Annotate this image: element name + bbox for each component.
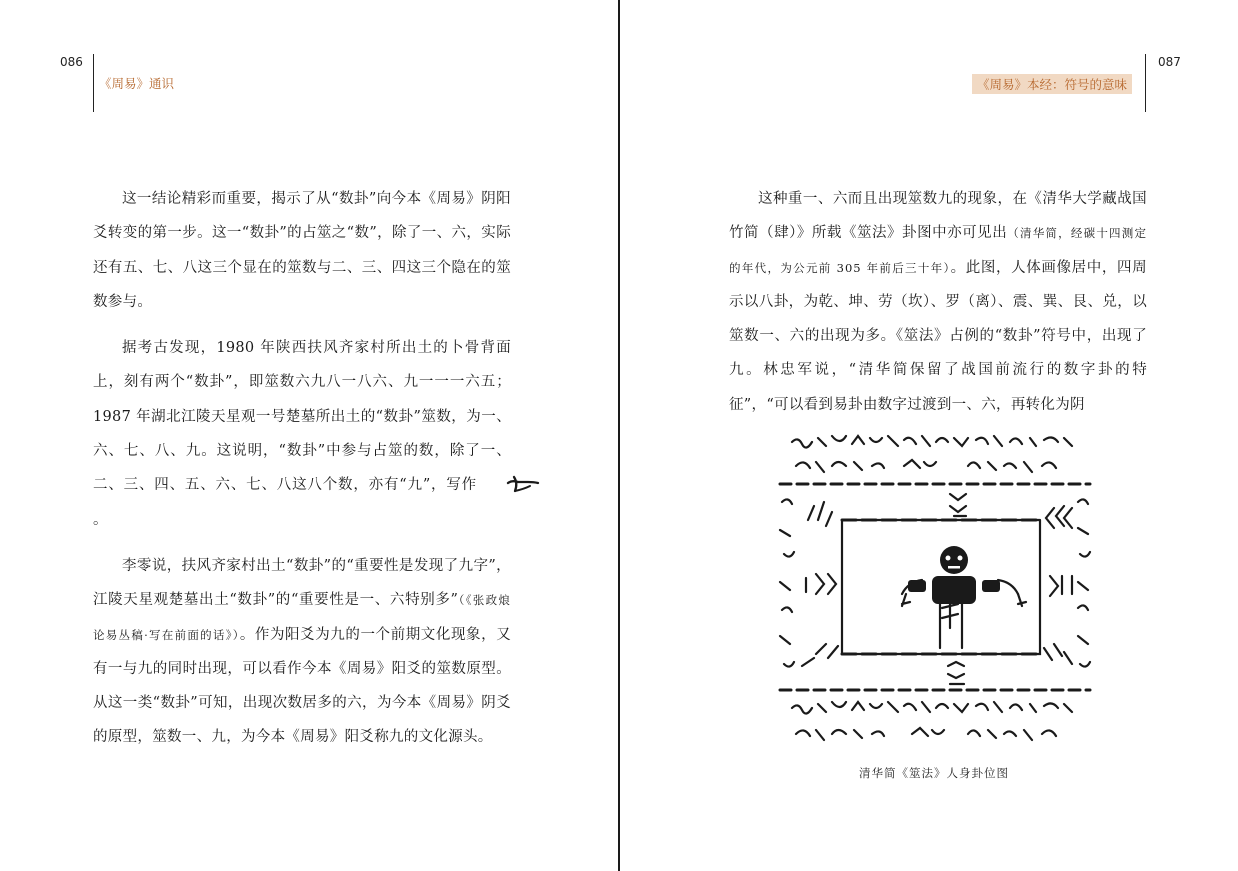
right-page [620, 0, 1238, 871]
body-diagram-image [772, 432, 1102, 754]
header-rule [93, 54, 94, 112]
page-number: 087 [1158, 55, 1181, 69]
paragraph-text: 这一结论精彩而重要，揭示了从“数卦”向今本《周易》阴阳爻转变的第一步。这一“数卦”的占筮之“数”，除了一、六，实际还有五、七、八这三个显在的筮数与二、三、四这三个隐在的筮数参与。 [93, 191, 511, 310]
paragraph [93, 182, 511, 319]
paragraph [729, 182, 1147, 422]
ancient-nine-glyph [477, 473, 511, 493]
body-text [93, 182, 511, 755]
paragraph-text: 据考古发现，1980 年陕西扶风齐家村所出土的卜骨背面上，刻有两个“数卦”，即筮数六九八一八六、九一一一六五；1987 年湖北江陵天星观一号楚墓所出土的“数卦”筮数，为一、六、七、八、九。这说明，“数卦”中参与占筮的数，除了一、二、三、四、五、六、七、八这八个数，亦有“九”，写作 [93, 340, 511, 494]
paragraph-text: 这种重一、六而且出现筮数九的现象，在《清华大学藏战国竹简（肆）》所载《筮法》卦图中亦可见出 [729, 191, 1147, 242]
paragraph [93, 549, 511, 755]
left-page [0, 0, 618, 871]
paragraph-text: 李零说，扶风齐家村出土“数卦”的“重要性是发现了九字”，江陵天星观楚墓出土“数卦”的“重要性是一、六特别多” [93, 557, 511, 609]
header-rule [1145, 54, 1146, 112]
source-note: （清华简，经碳十四测定的年代，为公元前 305 年前后三十年） [729, 226, 1148, 275]
human-figure [908, 546, 1000, 604]
source-note: （《张政烺论易丛稿·写在前面的话》） [93, 593, 512, 642]
figure-caption: 清华简《筮法》人身卦位图 [859, 766, 1009, 780]
page-number: 086 [60, 55, 83, 69]
paragraph-text: 。此图，人体画像居中，四周示以八卦，为乾、坤、劳（坎）、罗（离）、震、巽、艮、兑，以筮数一、六的出现为多。《筮法》占例的“数卦”符号中，出现了九。林忠军说，“清华简保留了战国前流行的数字卦的特征”，“可以看到易卦由数字过渡到一、六，再转化为阴 [729, 259, 1147, 413]
body-diagram-figure [772, 432, 1102, 754]
body-text [729, 182, 1147, 422]
paragraph-text: 。 [93, 511, 108, 528]
running-head: 《周易》本经：符号的意味 [972, 74, 1132, 94]
paragraph [93, 331, 511, 537]
paragraph-text: 。作为阳爻为九的一个前期文化现象，又有一与九的同时出现，可以看作今本《周易》阳爻的筮数原型。从这一类“数卦”可知，出现次数居多的六，为今本《周易》阴爻的原型，筮数一、九，为今本《周易》阳爻称九的文化源头。 [93, 626, 511, 746]
running-head: 《周易》通识 [99, 76, 175, 91]
